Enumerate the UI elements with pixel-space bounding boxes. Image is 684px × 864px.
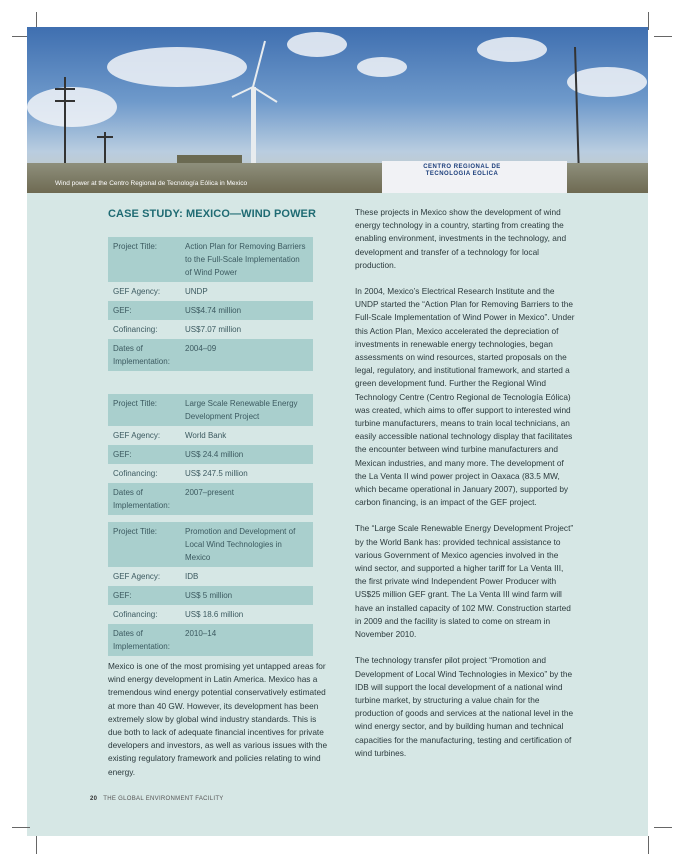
row-label: GEF Agency: <box>113 431 161 440</box>
table-row <box>108 567 313 586</box>
row-label: Cofinancing: <box>113 469 158 478</box>
row-label: Cofinancing: <box>113 325 158 334</box>
row-label: Dates of Implementation: <box>113 488 170 510</box>
table-row <box>108 445 313 464</box>
crop-mark <box>654 827 672 828</box>
table-row <box>108 320 313 339</box>
table-row <box>108 586 313 605</box>
row-value: 2004–09 <box>185 344 217 353</box>
row-label: Dates of Implementation: <box>113 629 170 651</box>
row-label: GEF Agency: <box>113 287 161 296</box>
crop-mark <box>648 12 649 30</box>
row-label: GEF Agency: <box>113 572 161 581</box>
row-label: GEF: <box>113 450 132 459</box>
table-row <box>108 237 313 282</box>
row-label: GEF: <box>113 306 132 315</box>
project-table <box>108 522 313 656</box>
table-row <box>108 301 313 320</box>
footer <box>90 796 224 802</box>
table-row <box>108 394 313 426</box>
row-value: US$ 247.5 million <box>185 469 248 478</box>
row-label: GEF: <box>113 591 132 600</box>
centre-sign <box>382 161 567 193</box>
intro-paragraph: Mexico is one of the most promising yet untapped areas for wind energy development in Latin America. Mexico has a tremendous wind energy potential conservatively estimated at more than 40 GW. However, its development has been extremely slow by global wind industry standards. This is due both to lack of adequate financial incentives for private developers and investors, as well as various issues with the existing regulatory framework and policies relating to wind energy. <box>108 661 328 777</box>
project-table <box>108 394 313 515</box>
row-value: US$ 5 million <box>185 591 233 600</box>
row-value: UNDP <box>185 287 208 296</box>
crop-mark <box>36 836 37 854</box>
table-row <box>108 339 313 371</box>
table-row <box>108 624 313 656</box>
row-value: 2007–present <box>185 488 234 497</box>
crop-mark <box>12 827 30 828</box>
row-value: US$ 24.4 million <box>185 450 244 459</box>
row-value: Large Scale Renewable Energy Development Project <box>185 399 298 421</box>
row-label: Cofinancing: <box>113 610 158 619</box>
row-value: Action Plan for Removing Barriers to the Full-Scale Implementation of Wind Power <box>185 242 306 277</box>
table-row <box>108 464 313 483</box>
sign-text: CENTRO REGIONAL DE TECNOLOGIA EOLICA <box>423 164 501 177</box>
project-table <box>108 237 313 371</box>
row-value: US$4.74 million <box>185 306 242 315</box>
row-value: World Bank <box>185 431 227 440</box>
paragraph: The “Large Scale Renewable Energy Development Project” by the World Bank has: provided technical assistance to various Government of Mexico agencies involved in the wind sector, and supported a higher tariff for La Venta III, the first private wind Independent Power Producer with US$25 million GEF grant. The La Venta III wind farm will have an installed capacity of 102 MW. Construction started in 2009 and the facility is slated to come on stream in November 2010. <box>355 523 574 640</box>
body-text <box>355 206 577 773</box>
table-row <box>108 426 313 445</box>
table-row <box>108 605 313 624</box>
photo-caption: Wind power at the Centro Regional de Tecnología Eólica in Mexico <box>55 180 248 187</box>
wind-power-photo <box>27 27 648 193</box>
page-title: CASE STUDY: MEXICO—WIND POWER <box>108 208 317 220</box>
row-label: Project Title: <box>113 399 158 408</box>
page-number: 20 <box>90 796 98 802</box>
row-value: 2010–14 <box>185 629 217 638</box>
row-label: Dates of Implementation: <box>113 344 170 366</box>
row-value: US$7.07 million <box>185 325 242 334</box>
paragraph: The technology transfer pilot project “Promotion and Development of Local Wind Technologies in Mexico” by the IDB will support the local development of a national wind turbine market, by structuring a value chain for the production of goods and services at the national level in the wind energy sector, and by building human and technical capacities for the manufacturing, testing and certification of wind turbines. <box>355 655 574 758</box>
table-row <box>108 282 313 301</box>
row-value: IDB <box>185 572 199 581</box>
table-row <box>108 522 313 567</box>
crop-mark <box>648 836 649 854</box>
row-value: Promotion and Development of Local Wind Technologies in Mexico <box>185 527 296 562</box>
row-value: US$ 18.6 million <box>185 610 244 619</box>
paragraph: In 2004, Mexico’s Electrical Research Institute and the UNDP started the “Action Plan for Removing Barriers to the Full-Scale Implementation of Wind Power in Mexico”. Under this Action Plan, Mexico accelerated the depreciation of investments in renewable energy technologies, began assessments on wind resources, started proposals on the legal, regulatory, and institutional framework, and started a green development fund. Further the Regional Wind Technology Centre (Centro Regional de Tecnología Eólica) was created, which aims to offer support to interested wind turbine manufacturers, means to train local technicians, an easily accessible national technology display that facilitates the encounter between wind turbine manufacturers and Mexican industries, and many more. The development of the La Venta II wind power project in Oaxaca (83.5 MW, which became operational in January 2007), supported by carbon financing, is an impact of the GEF project. <box>355 286 575 508</box>
publication-name: THE GLOBAL ENVIRONMENT FACILITY <box>103 796 224 802</box>
table-row <box>108 483 313 515</box>
paragraph: These projects in Mexico show the development of wind energy technology in a country, starting from creating the enabling environment, investments in the technology, and development and transfer of a technology for local production. <box>355 207 567 270</box>
row-label: Project Title: <box>113 527 158 536</box>
crop-mark <box>654 36 672 37</box>
row-label: Project Title: <box>113 242 158 251</box>
